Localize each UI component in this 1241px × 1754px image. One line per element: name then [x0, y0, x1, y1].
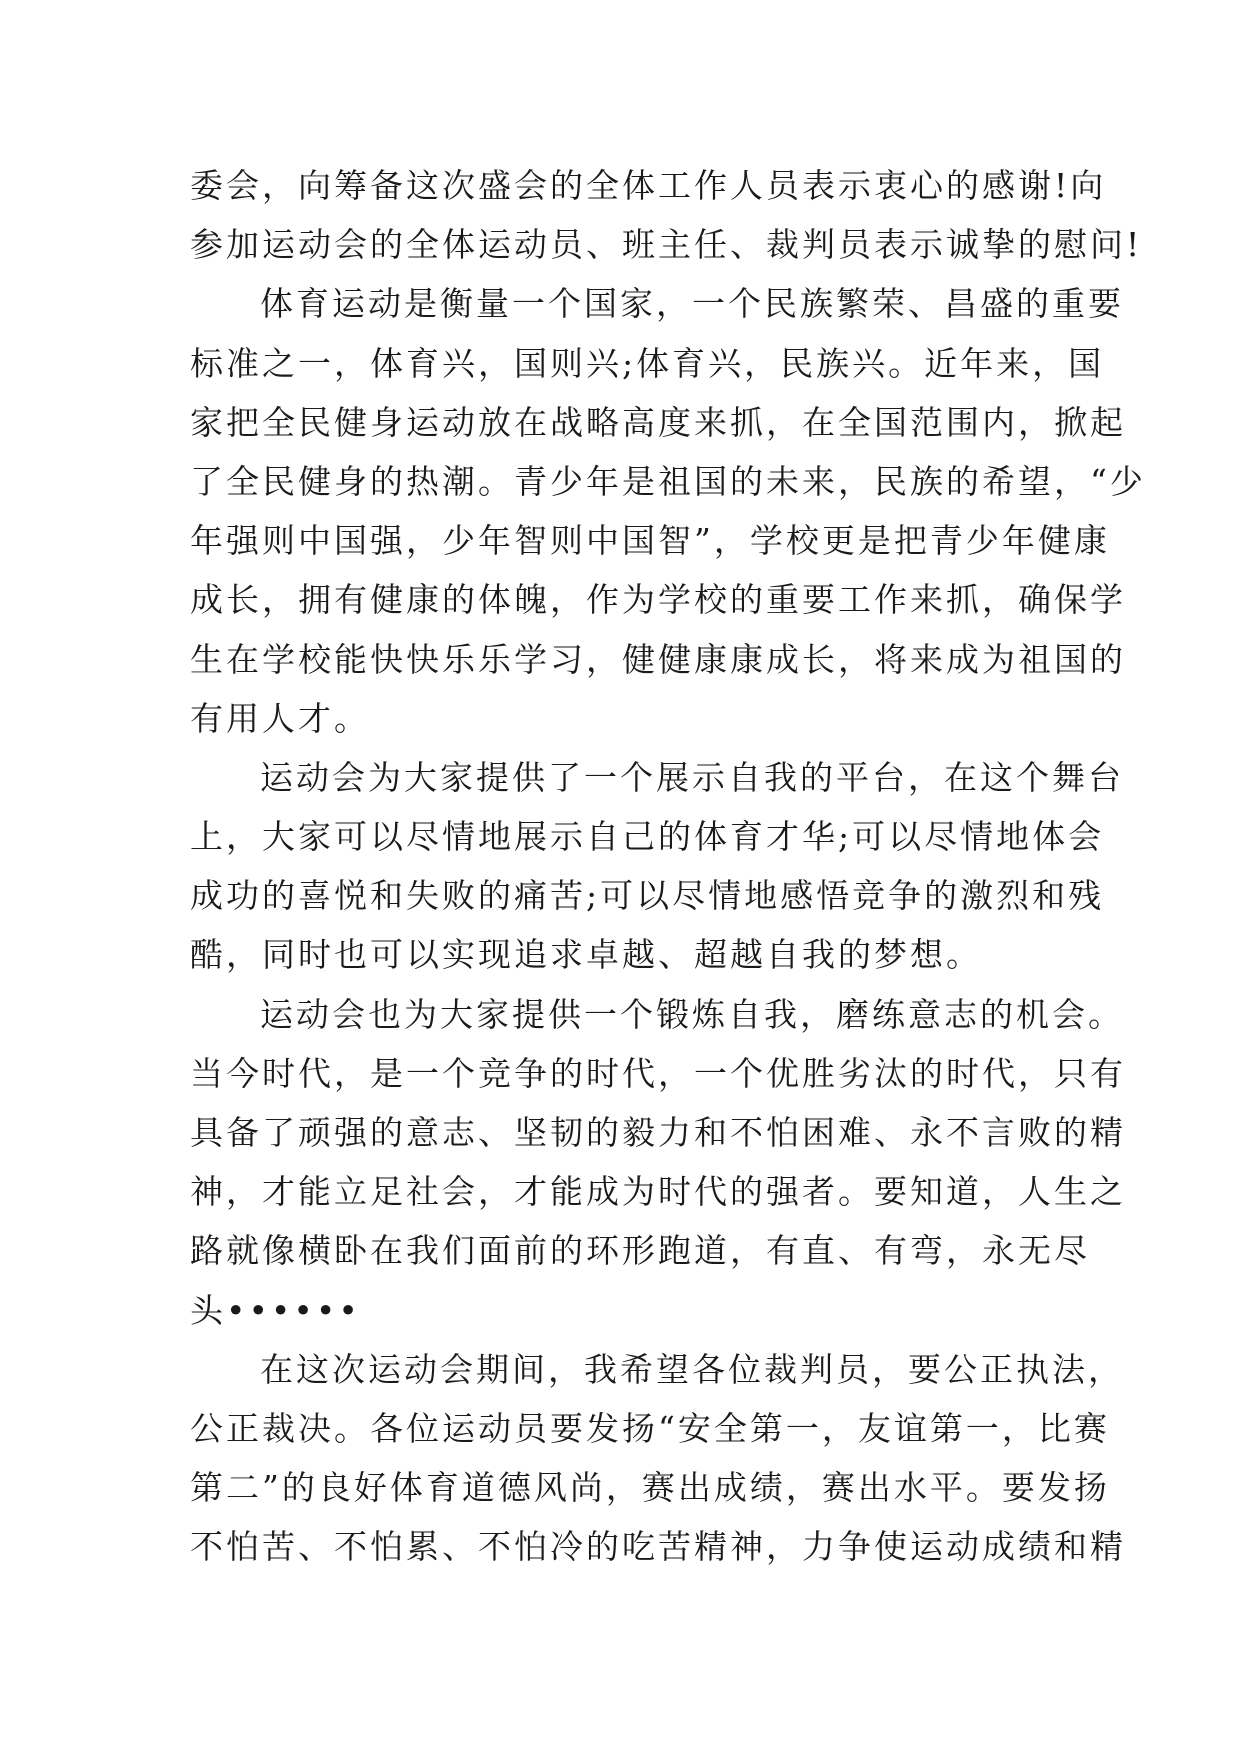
- text-line: 生在学校能快快乐乐学习，健健康康成长，将来成为祖国的: [190, 639, 1126, 679]
- text-line: 有用人才。: [190, 698, 370, 738]
- text-line: 头••••••: [190, 1290, 361, 1330]
- text-line: 公正裁决。各位运动员要发扬“安全第一，友谊第一，比赛: [190, 1408, 1110, 1448]
- text-line: 成长，拥有健康的体魄，作为学校的重要工作来抓，确保学: [190, 580, 1126, 620]
- text-line: 不怕苦、不怕累、不怕冷的吃苦精神，力争使运动成绩和精: [190, 1527, 1126, 1567]
- text-line: 第二”的良好体育道德风尚，赛出成绩，赛出水平。要发扬: [190, 1468, 1110, 1508]
- text-line: 参加运动会的全体运动员、班主任、裁判员表示诚挚的慰问!: [190, 225, 1143, 265]
- text-line: 上，大家可以尽情地展示自己的体育才华;可以尽情地体会: [190, 817, 1105, 857]
- text-line: 家把全民健身运动放在战略高度来抓，在全国范围内，掀起: [190, 402, 1126, 442]
- text-line: 当今时代，是一个竞争的时代，一个优胜劣汰的时代，只有: [190, 1053, 1126, 1093]
- text-line: 酷，同时也可以实现追求卓越、超越自我的梦想。: [190, 935, 982, 975]
- text-line: 神，才能立足社会，才能成为时代的强者。要知道，人生之: [190, 1172, 1126, 1212]
- body-text: [190, 156, 1146, 1577]
- paragraph-first-line: 体育运动是衡量一个国家，一个民族繁荣、昌盛的重要: [260, 284, 1124, 324]
- text-line: 年强则中国强，少年智则中国智”，学校更是把青少年健康: [190, 521, 1110, 561]
- text-line: 路就像横卧在我们面前的环形跑道，有直、有弯，永无尽: [190, 1231, 1090, 1271]
- text-line: 具备了顽强的意志、坚韧的毅力和不怕困难、永不言败的精: [190, 1113, 1126, 1152]
- text-line: 标准之一，体育兴，国则兴;体育兴，民族兴。近年来，国: [190, 343, 1105, 383]
- paragraph-first-line: 在这次运动会期间，我希望各位裁判员，要公正执法，: [260, 1349, 1124, 1389]
- text-line: 成功的喜悦和失败的痛苦;可以尽情地感悟竞争的激烈和残: [190, 876, 1105, 916]
- paragraph-first-line: 运动会为大家提供了一个展示自我的平台，在这个舞台: [260, 757, 1124, 797]
- text-line: 委会，向筹备这次盛会的全体工作人员表示衷心的感谢!向: [190, 166, 1107, 205]
- paragraph-first-line: 运动会也为大家提供一个锻炼自我，磨练意志的机会。: [260, 994, 1124, 1034]
- text-line: 了全民健身的热潮。青少年是祖国的未来，民族的希望，“少: [190, 461, 1146, 501]
